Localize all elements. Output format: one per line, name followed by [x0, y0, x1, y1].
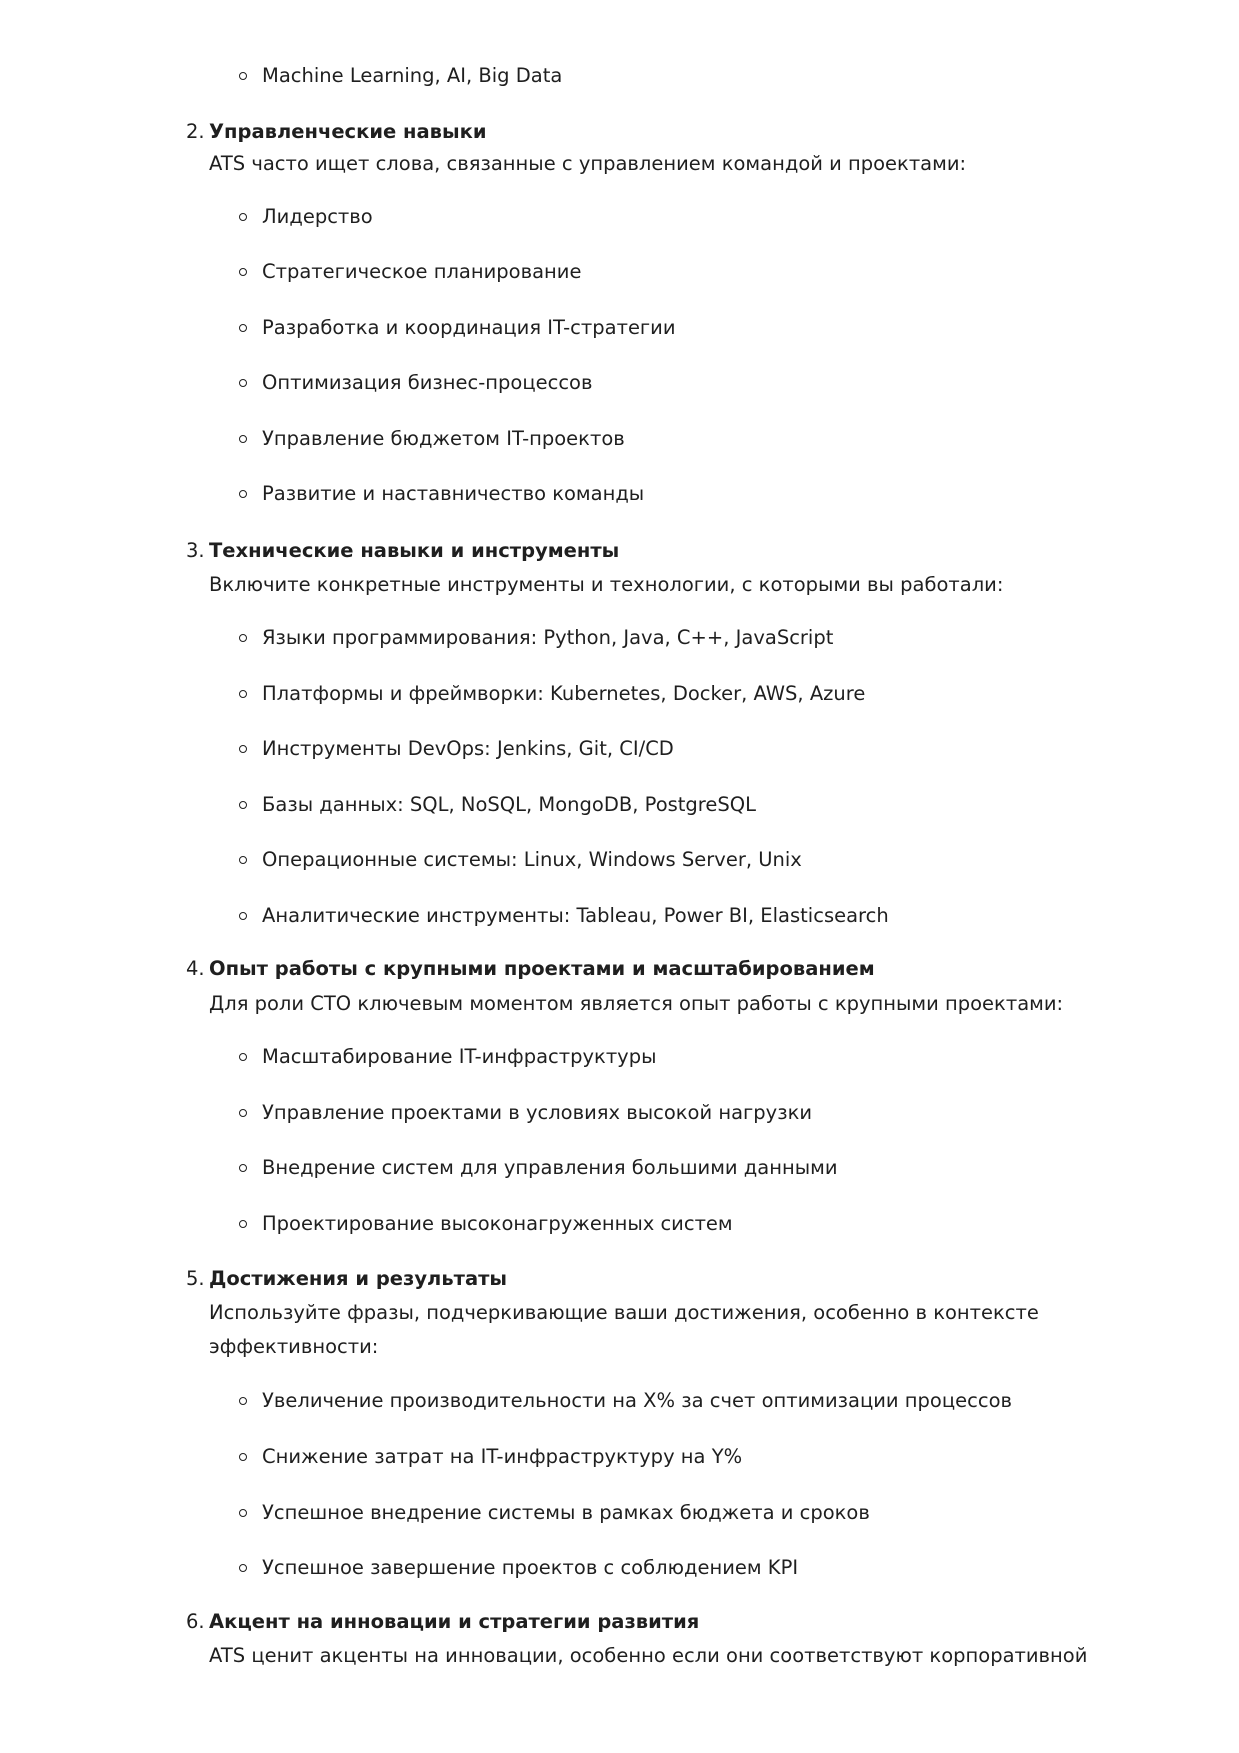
- bullet-icon: [239, 745, 247, 753]
- section-number: 5.: [186, 1267, 205, 1290]
- section-heading: Опыт работы с крупными проектами и масштабированием: [209, 957, 875, 980]
- bullet-icon: [239, 1397, 247, 1405]
- bullet-icon: [239, 1109, 247, 1117]
- bullet-icon: [239, 1053, 247, 1061]
- bullet-icon: [239, 324, 247, 332]
- section-heading: Достижения и результаты: [209, 1267, 508, 1290]
- list-item: Успешное завершение проектов с соблюдением KPI: [262, 1556, 799, 1579]
- bullet-icon: [239, 1564, 247, 1572]
- bullet-icon: [239, 435, 247, 443]
- section-number: 6.: [186, 1610, 205, 1633]
- section-heading: Технические навыки и инструменты: [209, 539, 620, 562]
- section-description-line: Используйте фразы, подчеркивающие ваши достижения, особенно в контексте: [209, 1301, 1039, 1324]
- list-item: Развитие и наставничество команды: [262, 482, 645, 505]
- bullet-icon: [239, 690, 247, 698]
- bullet-icon: [239, 801, 247, 809]
- list-item: Операционные системы: Linux, Windows Server, Unix: [262, 848, 802, 871]
- list-item: Разработка и координация IT-стратегии: [262, 316, 676, 339]
- list-item: Внедрение систем для управления большими данными: [262, 1156, 838, 1179]
- list-item: Языки программирования: Python, Java, C++, JavaScript: [262, 626, 834, 649]
- section-number: 4.: [186, 957, 205, 980]
- section-description: Включите конкретные инструменты и технологии, с которыми вы работали:: [209, 573, 1004, 596]
- list-item: Инструменты DevOps: Jenkins, Git, CI/CD: [262, 737, 674, 760]
- section-description: ATS часто ищет слова, связанные с управлением командой и проектами:: [209, 152, 967, 175]
- section-heading: Управленческие навыки: [209, 120, 487, 143]
- section-heading: Акцент на инновации и стратегии развития: [209, 1610, 700, 1633]
- list-item: Платформы и фреймворки: Kubernetes, Docker, AWS, Azure: [262, 682, 866, 705]
- list-item: Аналитические инструменты: Tableau, Power BI, Elasticsearch: [262, 904, 889, 927]
- bullet-icon: [239, 268, 247, 276]
- bullet-icon: [239, 1164, 247, 1172]
- list-item: Масштабирование IT-инфраструктуры: [262, 1045, 657, 1068]
- section-number: 2.: [186, 120, 205, 143]
- list-item: Лидерство: [262, 205, 373, 228]
- list-item: Управление проектами в условиях высокой нагрузки: [262, 1101, 813, 1124]
- bullet-icon: [239, 1509, 247, 1517]
- bullet-icon: [239, 72, 247, 80]
- bullet-icon: [239, 912, 247, 920]
- bullet-icon: [239, 379, 247, 387]
- list-item: Оптимизация бизнес-процессов: [262, 371, 593, 394]
- section-description: ATS ценит акценты на инновации, особенно если они соответствуют корпоративной: [209, 1644, 1088, 1667]
- list-item: Стратегическое планирование: [262, 260, 582, 283]
- section-description-line: эффективности:: [209, 1335, 379, 1358]
- bullet-icon: [239, 1453, 247, 1461]
- list-item: Снижение затрат на IT-инфраструктуру на Y%: [262, 1445, 743, 1468]
- section-number: 3.: [186, 539, 205, 562]
- bullet-icon: [239, 856, 247, 864]
- list-item: Управление бюджетом IT-проектов: [262, 427, 625, 450]
- list-item: Базы данных: SQL, NoSQL, MongoDB, PostgreSQL: [262, 793, 756, 816]
- bullet-icon: [239, 490, 247, 498]
- bullet-icon: [239, 634, 247, 642]
- list-item: Увеличение производительности на X% за счет оптимизации процессов: [262, 1389, 1012, 1412]
- list-item: Успешное внедрение системы в рамках бюджета и сроков: [262, 1501, 870, 1524]
- list-item: Machine Learning, AI, Big Data: [262, 64, 563, 87]
- bullet-icon: [239, 1220, 247, 1228]
- section-description: Для роли CTO ключевым моментом является опыт работы с крупными проектами:: [209, 992, 1064, 1015]
- bullet-icon: [239, 213, 247, 221]
- list-item: Проектирование высоконагруженных систем: [262, 1212, 733, 1235]
